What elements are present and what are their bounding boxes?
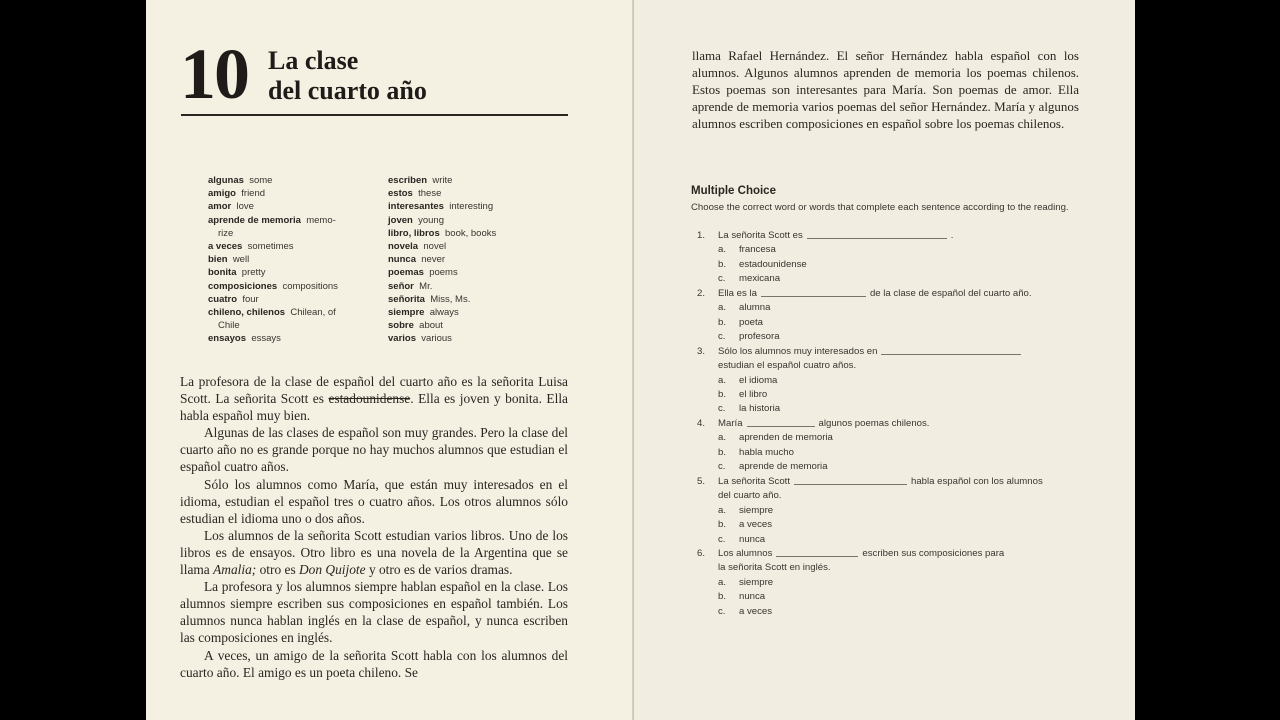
option-letter: c. [718, 461, 726, 473]
option-text: aprenden de memoria [739, 432, 833, 444]
chapter-title [268, 46, 427, 106]
option-text: francesa [739, 244, 776, 256]
vocab-item [208, 174, 368, 187]
answer-option [697, 272, 1082, 286]
answer-option [697, 243, 1082, 257]
option-letter: c. [718, 273, 726, 285]
option-letter: b. [718, 591, 727, 603]
vocab-term: novela [388, 241, 419, 253]
question-text: La señorita Scott [718, 475, 790, 487]
question-text-end: . [950, 230, 954, 241]
vocab-item [388, 187, 538, 200]
book-title: Don Quijote [299, 562, 366, 578]
vocab-term: aprende de memoria [208, 214, 301, 226]
question [697, 417, 1082, 431]
vocab-gloss: young [418, 214, 444, 226]
vocab-term: interesantes [388, 201, 444, 213]
answer-option [697, 258, 1082, 272]
vocab-item [388, 227, 538, 240]
question-text-continued: la señorita Scott en inglés. [718, 562, 831, 574]
option-letter: a. [718, 504, 727, 516]
option-text: alumna [739, 302, 771, 314]
option-letter: a. [718, 432, 727, 444]
reading-paragraph: Algunas de las clases de español son muy grandes. Pero la clase del cuarto año no es grande porque no hay muchos alumnos que estudian el español cuatro años. [180, 425, 568, 475]
vocab-gloss: love [236, 201, 254, 213]
question-text-end: de la clase de español del cuarto año. [869, 287, 1032, 299]
reading-passage [180, 373, 568, 681]
book-title: Amalia; [213, 562, 257, 578]
vocab-item [388, 174, 538, 187]
option-text: profesora [739, 331, 780, 343]
option-letter: b. [718, 316, 727, 328]
option-text: siempre [739, 576, 774, 588]
question-number: 6. [697, 547, 706, 559]
vocab-gloss: pretty [241, 267, 266, 279]
vocab-term: ensayos [208, 333, 247, 345]
option-letter: c. [718, 533, 726, 545]
question-text-continued: estudian el español cuatro años. [718, 360, 857, 372]
answer-option [697, 533, 1082, 547]
answer-option [697, 402, 1082, 416]
vocab-gloss-continued: rize [218, 227, 234, 239]
vocab-gloss: never [421, 254, 446, 266]
vocab-term: siempre [388, 307, 425, 319]
vocab-term: poemas [388, 267, 424, 279]
vocab-item [388, 293, 538, 306]
vocab-item [208, 306, 368, 319]
vocab-gloss: friend [241, 188, 266, 200]
question [697, 547, 1082, 561]
vocab-term: libro, libros [388, 227, 440, 239]
answer-option [697, 374, 1082, 388]
option-text: aprende de memoria [739, 461, 828, 473]
vocab-gloss: memo- [306, 214, 336, 226]
vocab-item [208, 280, 368, 293]
vocab-term: amor [208, 201, 232, 213]
vocab-gloss: four [242, 293, 259, 305]
answer-option [697, 316, 1082, 330]
question-number: 4. [697, 417, 706, 429]
vocab-gloss: novel [423, 241, 447, 253]
vocab-term: nunca [388, 254, 416, 266]
reading-paragraph: La profesora y los alumnos siempre hablan español en la clase. Los alumnos siempre escriben sus composiciones en español también. Los alumnos nunca hablan inglés en la clase de español, y nunca escriben las composiciones en inglés. [180, 579, 568, 646]
option-text: la historia [739, 403, 781, 415]
vocab-item [388, 332, 538, 345]
answer-option [697, 388, 1082, 402]
vocab-item [208, 187, 368, 200]
vocab-item [208, 253, 368, 266]
vocab-item [388, 280, 538, 293]
exercise-heading: Multiple Choice [691, 185, 776, 197]
reading-paragraph: La profesora de la clase de español del cuarto año es la señorita Luisa Scott. La señorita Scott es estadounidense. Ella es joven y bonita. Ella habla español muy bien. [180, 374, 568, 424]
answer-option [697, 446, 1082, 460]
vocab-term: a veces [208, 241, 243, 253]
vocab-item [208, 266, 368, 279]
vocab-gloss: about [419, 320, 443, 332]
vocab-item [208, 214, 368, 227]
question [697, 229, 1082, 243]
vocab-gloss: some [249, 175, 273, 186]
option-text: nunca [739, 533, 766, 545]
option-text: estadounidense [739, 258, 807, 270]
vocab-item [388, 306, 538, 319]
exercise-instructions: Choose the correct word or words that complete each sentence according to the reading. [691, 202, 1069, 213]
chapter-number: 10 [180, 34, 248, 114]
vocab-gloss: essays [251, 333, 281, 345]
answer-blank [776, 547, 858, 557]
vocab-term: estos [388, 188, 413, 200]
right-page [634, 0, 1135, 720]
option-text: nunca [739, 591, 766, 603]
reading-paragraph: Sólo los alumnos como María, que están muy interesados en el idioma, estudian el español tres o cuatro años. Los otros alumnos sólo estudian el idioma uno o dos años. [180, 476, 568, 526]
answer-blank [794, 475, 907, 485]
option-text: a veces [739, 519, 773, 531]
vocab-term: señor [388, 280, 414, 292]
reading-passage-continued: llama Rafael Hernández. El señor Hernández habla español con los alumnos. Algunos alumnos aprenden de memoria los poemas chilenos. Estos poemas son interesantes para María. Son poemas de amor. Ella aprende de memoria varios poemas del señor Hernández. María y algunos alumnos escriben composiciones en español sobre los poemas chilenos. [692, 48, 1079, 131]
question [697, 345, 1082, 359]
option-text: poeta [739, 316, 764, 328]
question-text: María [718, 417, 743, 429]
vocab-term: señorita [388, 293, 425, 305]
question-text-end: escriben sus composiciones para [862, 547, 1005, 559]
option-letter: b. [718, 446, 727, 458]
answer-blank [761, 287, 866, 297]
answer-blank [881, 345, 1021, 355]
chapter-title-line2: del cuarto año [268, 76, 427, 105]
vocab-term: amigo [208, 188, 236, 200]
vocabulary-list-left [208, 174, 368, 346]
question-number: 1. [697, 230, 706, 241]
answer-option [697, 460, 1082, 474]
answer-blank [747, 417, 815, 427]
vocab-term: composiciones [208, 280, 278, 292]
answer-option [697, 605, 1082, 619]
vocab-item [208, 332, 368, 345]
vocab-gloss: book, books [445, 227, 497, 239]
answer-option [697, 518, 1082, 532]
question-text: La señorita Scott es [718, 230, 803, 241]
option-letter: a. [718, 374, 727, 386]
question-number: 3. [697, 345, 706, 357]
vocab-item [388, 266, 538, 279]
option-text: siempre [739, 504, 774, 516]
question [697, 287, 1082, 301]
question-list [697, 229, 1082, 619]
option-text: a veces [739, 605, 773, 617]
vocab-gloss-continued: Chile [218, 320, 240, 332]
reading-paragraph: Los alumnos de la señorita Scott estudian varios libros. Uno de los libros es de ensayos. Otro libro es una novela de la Argentina que se llama Amalia; otro es Don Quijote y otro es de varios dramas. [180, 527, 568, 578]
option-letter: c. [718, 331, 726, 343]
left-page [146, 0, 634, 720]
vocab-gloss: Mr. [419, 280, 433, 292]
vocab-gloss: Miss, Ms. [430, 293, 471, 305]
vocabulary-list-right [388, 174, 538, 346]
vocab-gloss: interesting [449, 201, 494, 213]
option-letter: a. [718, 244, 727, 256]
option-letter: a. [718, 576, 727, 588]
option-letter: b. [718, 519, 727, 531]
answer-blank [807, 229, 947, 239]
title-rule [181, 114, 568, 116]
answer-option [697, 590, 1082, 604]
vocab-term: cuatro [208, 293, 238, 305]
option-letter: b. [718, 258, 727, 270]
vocab-term: algunas [208, 175, 244, 186]
vocab-term: bonita [208, 267, 237, 279]
vocab-item [388, 240, 538, 253]
question-number: 2. [697, 287, 706, 299]
vocab-term: sobre [388, 320, 414, 332]
vocab-gloss: well [232, 254, 250, 266]
vocab-item [208, 240, 368, 253]
option-text: mexicana [739, 273, 781, 285]
vocab-term: escriben [388, 175, 428, 186]
vocab-gloss: compositions [282, 280, 338, 292]
vocab-gloss: various [421, 333, 452, 345]
vocab-gloss: these [418, 188, 442, 200]
vocab-item [208, 293, 368, 306]
option-text: habla mucho [739, 446, 794, 458]
vocab-gloss: sometimes [247, 241, 294, 253]
vocab-item [388, 319, 538, 332]
question-text-end: habla español con los alumnos [911, 475, 1043, 487]
vocab-item [388, 200, 538, 213]
vocab-item [208, 200, 368, 213]
option-text: el libro [739, 388, 768, 400]
vocab-term: joven [388, 214, 413, 226]
question [697, 475, 1082, 489]
vocab-gloss: poems [429, 267, 458, 279]
answer-option [697, 330, 1082, 344]
question-text-continued: del cuarto año. [718, 490, 782, 502]
vocab-item [388, 214, 538, 227]
question-text: Sólo los alumnos muy interesados en [718, 345, 878, 357]
vocab-gloss: always [429, 307, 459, 319]
vocab-gloss: Chilean, of [290, 307, 336, 319]
struck-word: estadounidense [328, 391, 411, 407]
answer-option [697, 301, 1082, 315]
answer-option [697, 431, 1082, 445]
vocab-term: varios [388, 333, 416, 345]
reading-paragraph: A veces, un amigo de la señorita Scott habla con los alumnos del cuarto año. El amigo es un poeta chileno. Se [180, 647, 568, 680]
question-text: Ella es la [718, 287, 757, 299]
vocab-item [388, 253, 538, 266]
question-number: 5. [697, 475, 706, 487]
option-text: el idioma [739, 374, 778, 386]
option-letter: b. [718, 388, 727, 400]
option-letter: c. [718, 403, 726, 415]
chapter-title-line1: La clase [268, 46, 359, 75]
question-text-end: algunos poemas chilenos. [818, 417, 930, 429]
answer-option [697, 504, 1082, 518]
option-letter: c. [718, 605, 726, 617]
vocab-term: chileno, chilenos [208, 307, 286, 319]
vocab-term: bien [208, 254, 228, 266]
answer-option [697, 576, 1082, 590]
question-text: Los alumnos [718, 547, 773, 559]
vocab-gloss: write [432, 175, 453, 186]
option-letter: a. [718, 302, 727, 314]
